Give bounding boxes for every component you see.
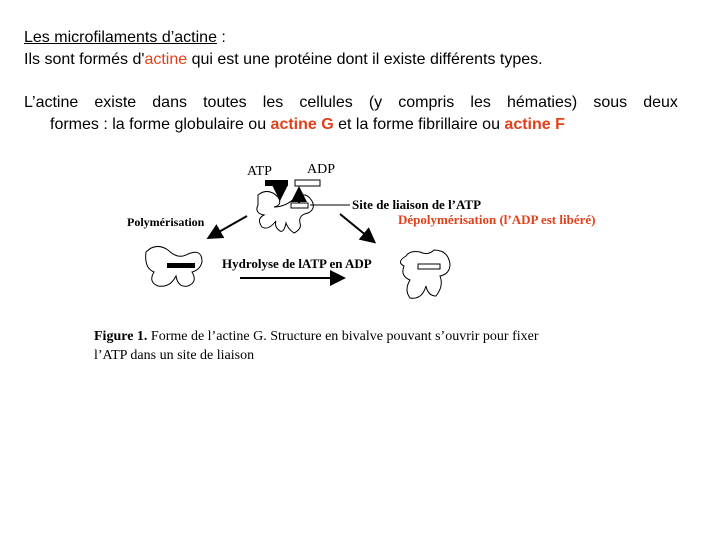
figure-caption-line-1: Figure 1. Forme de l’actine G. Structure en bivalve pouvant s’ouvrir pour fixer [94, 329, 539, 344]
page-title: Les microfilaments d’actine : [24, 29, 226, 46]
adp-bar [295, 180, 320, 186]
paragraph-line-2: formes : la forme globulaire ou actine G et la forme fibrillaire ou actine F [50, 116, 565, 133]
word: compris [398, 94, 455, 111]
figure-caption-line-2: l’ATP dans un site de liaison [94, 348, 255, 363]
adp-label: ADP [307, 162, 336, 177]
actin-g-adp-shape [400, 250, 450, 298]
intro-line: Ils sont formés d'actine qui est une protéine dont il existe différents types. [24, 51, 543, 68]
word: existe [94, 94, 137, 111]
atp-bar [265, 180, 288, 186]
actin-g-open-shape [257, 191, 313, 233]
site-label: Site de liaison de l’ATP [352, 197, 482, 212]
word: cellules [299, 94, 353, 111]
word: les [470, 94, 491, 111]
bound-adp [418, 264, 440, 269]
atp-label: ATP [247, 164, 272, 179]
word: (y [368, 94, 383, 111]
word: sous [593, 94, 628, 111]
polymerisation-arrow [210, 216, 247, 237]
depolymerisation-arrow [340, 214, 373, 241]
word: toutes [203, 94, 247, 111]
depolymerisation-label: Dépolymérisation (l’ADP est libéré) [398, 212, 596, 227]
word: hématies) [506, 94, 578, 111]
bound-atp [167, 263, 195, 268]
word: deux [643, 94, 678, 111]
word: L’actine [24, 94, 79, 111]
word: les [262, 94, 284, 111]
hydrolysis-label: Hydrolyse de lATP en ADP [222, 256, 372, 271]
polymerisation-label: Polymérisation [127, 215, 205, 229]
binding-site [291, 203, 308, 208]
word: dans [152, 94, 187, 111]
